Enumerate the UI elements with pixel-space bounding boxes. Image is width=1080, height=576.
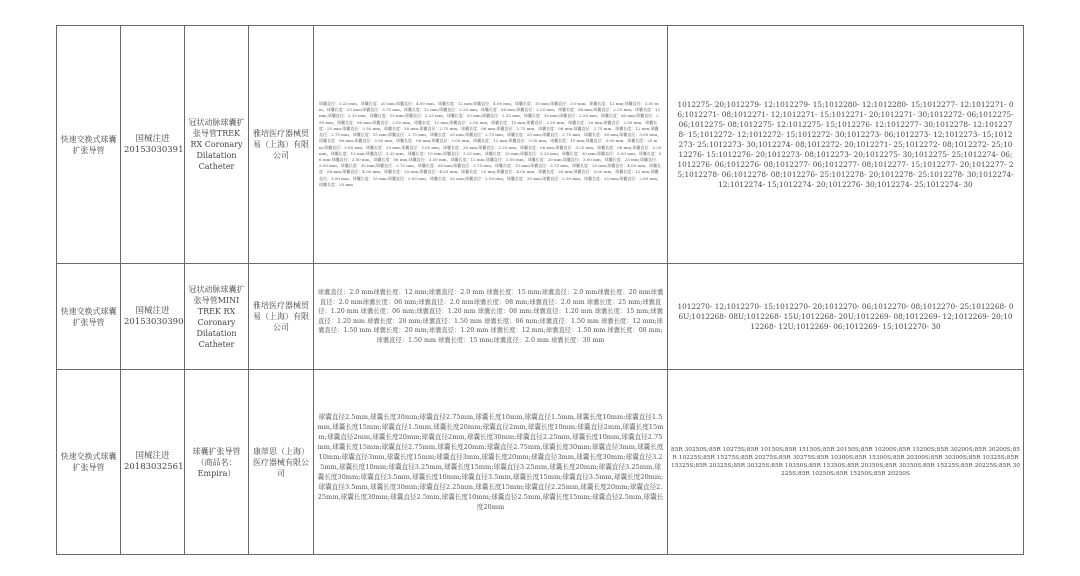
- models-cell: [668, 264, 1024, 370]
- registration-cell: [121, 370, 185, 555]
- registration-cell: [121, 26, 185, 264]
- product-cell: [185, 264, 249, 370]
- specs-cell: [314, 26, 668, 264]
- manufacturer-cell: [249, 370, 314, 555]
- models-text: 85R 30250S;85R 10275S;85R 10150S;85R 15150S;85R 20150S;85R 10200S;85R 15200S;85R 30200S;85R 30200S;85R 10225S;85R 15275S;85R 20275S;85R 30275S;85R 10300S;85R 15300S;85R 20300S;85R 30300S;85R 10325S;85R 15325S;85R 20325S;85R 30325S;85R 10350S;85R 15350S;85R 20350S;85R 30350S;85R 15225S;85R 20225S;85R 30225S;85R 10250S;85R 15250S;85R 20250S: [671, 447, 1020, 477]
- device-name: 快速交换式球囊扩张导管: [60, 452, 117, 472]
- specs-text: 球囊直径：2.0 mm球囊长度：12 mm;球囊直径：2.0 mm 球囊长度：15 mm;球囊直径：2.0 mm球囊长度：20 mm球囊直径：2.0 mm球囊长度：06 mm;球囊直径：2.0 mm球囊长度：08 mm;球囊直径：2.0 mm 球囊长度：25 mm;球囊直径：1.20 mm 球囊长度：06 mm;球囊直径：1.20 mm 球囊长度：08 mm;球囊直径：1.20 mm 球囊长度：15 mm;球囊直径：1.20 mm 球囊长度：20 mm;球囊直径：1.50 mm 球囊长度：06 mm;球囊直径：1.50 mm 球囊长度：12 mm;球囊直径：1.50 mm 球囊长度：20 mm;球囊直径：1.20 mm 球囊长度：12 mm;球囊直径：1.50 mm 球囊长度：08 mm;球囊直径：1.50 mm 球囊长度：15 mm;球囊直径：2.0 mm 球囊长度：30 mm: [317, 289, 664, 344]
- device-name-cell: [57, 26, 121, 264]
- registration-number: 国械注进 20153030391: [124, 133, 184, 155]
- device-name: 快速交换式球囊扩张导管: [60, 134, 117, 155]
- device-name-cell: [57, 370, 121, 555]
- manufacturer-name: 雅培医疗器械贸易（上海）有限公司: [253, 301, 309, 332]
- table-row: [57, 264, 1024, 370]
- registration-number: 国械注进 20183032561: [124, 451, 184, 472]
- models-text: 1012270- 12;1012270- 15;1012270- 20;1012270- 06;1012270- 08;1012270- 25;1012268- 06U;1012268- 08U;1012268- 15U;1012268- 20U;1012269- 08;1012269- 12;1012269- 20;1012268- 12U;1012269- 06;1012269- 15;1012270- 30: [677, 301, 1014, 331]
- models-cell: [668, 26, 1024, 264]
- product-cell: [185, 26, 249, 264]
- product-name: 冠状动脉球囊扩张导管TREK RX Coronary Dilatation Catheter: [188, 118, 245, 171]
- specs-text: 球囊直径：3.25 mm，球囊长度：20 mm;球囊直径：4.00 mm，球囊长度：12 mm;球囊直径：4.00 mm，球囊长度：15 mm;球囊直径：3.0 mm，球囊长度：12 mm;球囊直径：3.50 mm，球囊长度：15 mm;球囊直径：3.75 mm，球囊长度：12 mm;球囊直径：2.25 mm，球囊长度：06 mm;球囊直径：2.25 mm，球囊长度：08 mm;球囊直径：2.25 mm，球囊长度：12 mm;球囊直径：2.25 mm，球囊长度：15 mm;球囊直径：2.25 mm，球囊长度：20 mm;球囊直径：2.25 mm，球囊长度：30 mm;球囊直径：2.50 mm，球囊长度：06 mm;球囊直径：2.50 mm，球囊长度：08 mm;球囊直径：2.50 mm，球囊长度：12 mm;球囊直径：2.50 mm，球囊长度：15 mm;球囊直径：2.50 mm，球囊长度：20 mm;球囊直径：2.50 mm，球囊长度：25 mm;球囊直径：2.50 mm，球囊长度：30 mm;球囊直径：2.75 mm，球囊长度：06 mm;球囊直径：2.75 mm，球囊长度：08 mm;球囊直径：2.75 mm，球囊长度：12 mm;球囊直径：2.75 mm，球囊长度：15 mm;球囊直径：2.75 mm，球囊长度：20 mm;球囊直径：2.75 mm，球囊长度：25 mm;球囊直径：2.75 mm，球囊长度：30 mm;球囊直径：3.00 mm，球囊长度：06 mm;球囊直径：3.00 mm，球囊长度：08 mm;球囊直径：3.00 mm，球囊长度：12 mm;球囊直径：3.00 mm，球囊长度：15 mm;球囊直径：3.00 mm，球囊长度：20 mm;球囊直径：3.00 mm，球囊长度：25 mm;球囊直径：3.00 mm，球囊长度：30 mm;球囊直径：3.25 mm，球囊长度：06 mm;球囊直径：3.25 mm，球囊长度：08 mm;球囊直径：3.25 mm，球囊长度：12 mm;球囊直径：3.25 mm，球囊长度：15 mm;球囊直径：3.25 mm，球囊长度：25 mm;球囊直径：3.25 mm，球囊长度：30 mm;球囊直径：3.50 mm，球囊长度：06 mm;球囊直径：3.50 mm，球囊长度：08 mm;球囊直径：3.50 mm，球囊长度：12 mm;球囊直径：3.50 mm，球囊长度：20 mm;球囊直径：3.50 mm，球囊长度：25 mm;球囊直径：3.50 mm，球囊长度：30 mm;球囊直径：3.75 mm，球囊长度：08 mm;球囊直径：3.75 mm，球囊长度：15 mm;球囊直径：3.75 mm，球囊长度：20 mm;球囊直径：4.00 mm，球囊长度：08 mm;球囊直径：4.00 mm，球囊长度：20 mm;球囊直径：4.00 mm，球囊长度：25 mm;球囊直径：4.00 mm，球囊长度：30 mm;球囊直径：3.00 mm，球囊长度：12 mm;球囊直径：3.00 mm，球囊长度：15 mm;球囊直径：3.00 mm，球囊长度：20 mm;球囊直径：2.50 mm，球囊长度：20 mm;球囊直径：2.50 mm，球囊长度：25 mm;球囊直径：2.00 mm，球囊长度：20 mm: [319, 101, 662, 187]
- registration-number: 国械注进 20153030390: [124, 305, 184, 327]
- manufacturer-cell: [249, 264, 314, 370]
- specs-text: 球囊直径2.5mm,球囊长度30mm;球囊直径2.75mm,球囊长度10mm,球囊直径1.5mm,球囊长度10mm;球囊直径1.5mm,球囊长度15mm;球囊直径1.5mm,球囊长度20mm;球囊直径2mm,球囊长度10mm;球囊直径2mm,球囊长度15mm;球囊直径2mm,球囊长度20mm;球囊直径2mm,球囊长度30mm;球囊直径2.25mm,球囊长度10mm,球囊直径2.75mm,球囊长度15mm;球囊直径2.75mm,球囊长度20mm;球囊直径2.75mm,球囊长度30mm;球囊直径3mm,球囊长度10mm;球囊直径3mm,球囊长度15mm;球囊直径3mm,球囊长度20mm;球囊直径3mm,球囊长度30mm;球囊直径3.25mm,球囊长度10mm;球囊直径3.25mm,球囊长度15mm;球囊直径3.25mm,球囊长度20mm;球囊直径3.25mm,球囊长度30mm;球囊直径3.5mm,球囊长度10mm;球囊直径3.5mm,球囊长度15mm;球囊直径3.5mm,球囊长度20mm;球囊直径3.5mm,球囊长度30mm;球囊直径2.25mm,球囊长度15mm;球囊直径2.25mm,球囊长度20mm;球囊直径2.25mm,球囊长度30mm;球囊直径2.5mm,球囊长度10mm;球囊直径2.5mm,球囊长度15mm;球囊直径2.5mm,球囊长度20mm: [317, 413, 664, 511]
- product-name: 球囊扩张导管（商品名：Empira）: [192, 446, 241, 478]
- recall-table: [56, 25, 1024, 555]
- table-row: [57, 26, 1024, 264]
- manufacturer-cell: [249, 26, 314, 264]
- specs-cell: [314, 264, 668, 370]
- table-row: [57, 370, 1024, 555]
- device-name-cell: [57, 264, 121, 370]
- specs-cell: [314, 370, 668, 555]
- device-name: 快速交换式球囊扩张导管: [60, 306, 117, 327]
- models-cell: [668, 370, 1024, 555]
- registration-cell: [121, 264, 185, 370]
- product-name: 冠状动脉球囊扩张导管MINI TREK RX Coronary Dilatation Catheter: [188, 284, 245, 349]
- models-text: 1012275- 20;1012279- 12:1012279- 15;1012280- 12:1012280- 15;1012277- 12:1012271- 06;1012271- 08;1012271- 12;1012271- 15;1012271- 20;1012271- 30;1012272- 06;1012275- 06;1012275- 08;1012275- 12:1012275- 15;1012276- 12:1012277- 30;1012278- 12:1012278- 15;1012272- 12;1012272- 15;1012272- 30;1012273- 06;1012273- 12;1012273- 15;1012273- 25:1012273- 30;1012274- 08;1012272- 20;1012271- 25;1012272- 08;1012272- 25;1012276- 15:1012276- 20;1012273- 08;1012273- 20;1012275- 30;1012275- 25;1012274- 06;1012276- 06;1012276- 08;1012277- 06;1012277- 08;1012277- 15;1012277- 20;1012277- 25;1012278- 06:1012278- 08;1012276- 25:1012278- 20;1012278- 25:1012278- 30;1012274- 12:1012274- 15;1012274- 20;1012276- 30;1012274- 25;1012274- 30: [677, 99, 1014, 189]
- manufacturer-name: 康蒂思（上海）医疗器械有限公司: [253, 446, 309, 478]
- manufacturer-name: 雅培医疗器械贸易（上海）有限公司: [253, 129, 309, 160]
- product-cell: [185, 370, 249, 555]
